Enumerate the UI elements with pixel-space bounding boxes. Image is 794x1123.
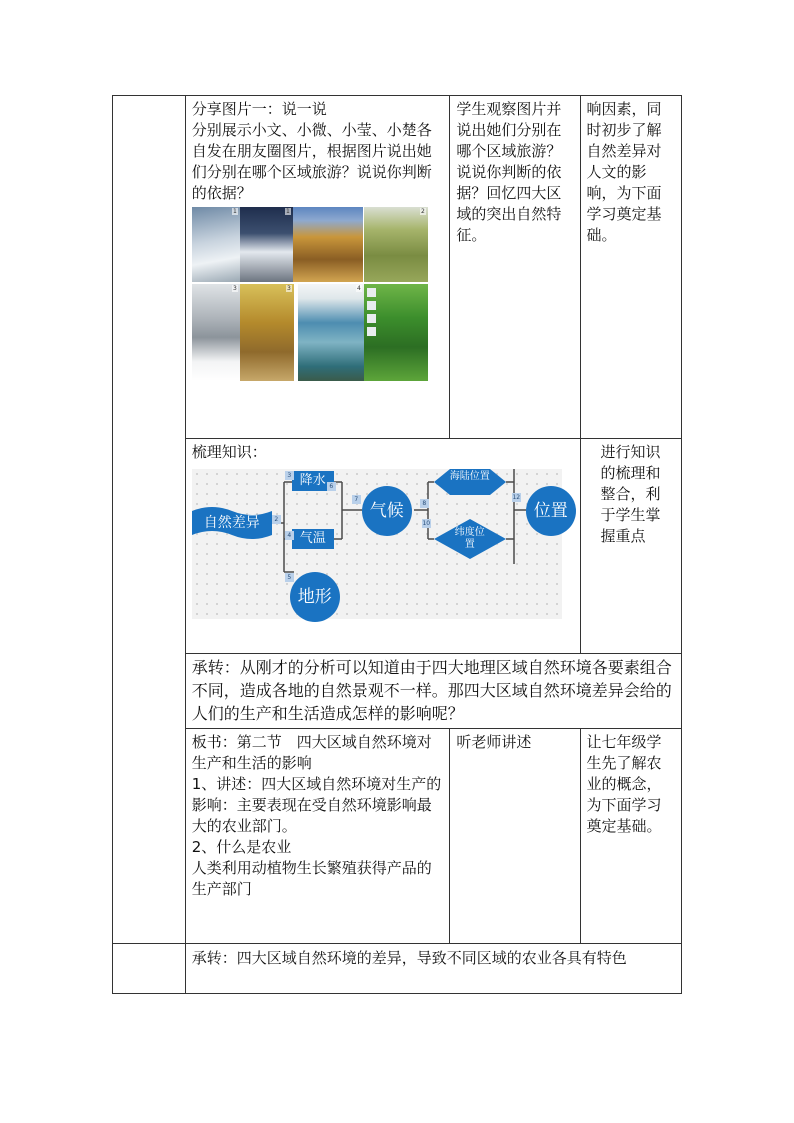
- mind-map-latitude-position: 纬度位置: [434, 519, 506, 559]
- photo-green-forest: [364, 284, 428, 381]
- mind-map-root: 自然差异: [192, 503, 272, 543]
- mind-map-tag: 12: [512, 494, 521, 501]
- knowledge-mind-map: [192, 469, 568, 619]
- mind-map-tag: 6: [327, 482, 336, 491]
- mind-map-tag: 8: [420, 499, 429, 508]
- transition-cell: 承转：四大区域自然环境的差异，导致不同区域的农业各具有特色: [185, 944, 681, 994]
- knowledge-cell: 梳理知识： 自然差异 降水 气温 气候 地形 海陆位置 纬度位置 位置 2 3 6 4 5 7 8 10 12: [185, 439, 580, 654]
- photo-collage: [192, 207, 428, 381]
- mind-map-tag: 2: [272, 515, 281, 524]
- transition-cell: 承转：从刚才的分析可以知道由于四大地理区域自然环境各要素组合不同，造成各地的自然景观不一样。那四大区域自然环境差异会给的人们的生产和生活造成怎样的影响呢？: [185, 654, 681, 729]
- mind-map-tag: 5: [285, 573, 294, 582]
- mind-map-climate: 气候: [362, 486, 412, 536]
- design-intent-cell: 进行知识的梳理和整合，利于学生掌握重点: [580, 439, 681, 654]
- design-intent-cell: 让七年级学生先了解农业的概念，为下面学习奠定基础。: [580, 729, 681, 944]
- table-row-share-pictures: [113, 96, 682, 439]
- stage-cell: [113, 96, 186, 944]
- table-row-knowledge-map: [113, 439, 682, 654]
- activity-body: 分别展示小文、小微、小莹、小楚各自发在朋友圈图片，根据图片说出她们分别在哪个区域旅游？说说你判断的依据？: [191, 121, 432, 202]
- student-activity-cell: 听老师讲述: [450, 729, 580, 944]
- table-row-transition-1: [113, 654, 682, 729]
- lesson-plan-table: [112, 95, 682, 994]
- table-row-transition-2: [113, 944, 682, 994]
- mind-map-tag: 7: [352, 495, 361, 504]
- mind-map-terrain: 地形: [290, 572, 340, 622]
- photo-grassland: 2: [364, 207, 428, 282]
- mind-map-tag: 3: [285, 471, 294, 480]
- mind-map-precipitation: 降水: [292, 471, 334, 491]
- photo-terraced-fields: 4: [298, 284, 364, 381]
- student-activity-cell: 学生观察图片并说出她们分别在哪个区域旅游？说说你判断的依据？回忆四大区域的突出自然特征。: [450, 96, 580, 439]
- photo-glacier-valley: 1: [240, 207, 293, 282]
- table-row-blackboard: [113, 729, 682, 944]
- teacher-activity-cell: [185, 96, 450, 439]
- mind-map-position: 位置: [526, 486, 576, 536]
- photo-snowy-trees: 3: [192, 284, 240, 381]
- photo-snow-mountain: 1: [192, 207, 240, 282]
- activity-title: 分享图片一：说一说: [191, 100, 327, 118]
- photo-autumn-forest: 3: [240, 284, 294, 381]
- teacher-activity-cell: 板书：第二节 四大区域自然环境对生产和生活的影响 1、讲述：四大区域自然环境对生产的影响：主要表现在受自然环境影响最大的农业部门。 2、什么是农业 人类利用动植物生长繁殖获得产品的生产部门: [185, 729, 450, 944]
- design-intent-cell: 响因素，同时初步了解自然差异对人文的影响，为下面学习奠定基础。: [580, 96, 681, 439]
- stage-cell: [113, 944, 186, 994]
- mind-map-temperature: 气温: [292, 529, 334, 549]
- mind-map-tag: 4: [285, 531, 294, 540]
- photo-loess-plateau: [293, 207, 363, 282]
- mind-map-tag: 10: [422, 520, 431, 527]
- mind-map-sea-land-position: 海陆位置: [434, 469, 506, 495]
